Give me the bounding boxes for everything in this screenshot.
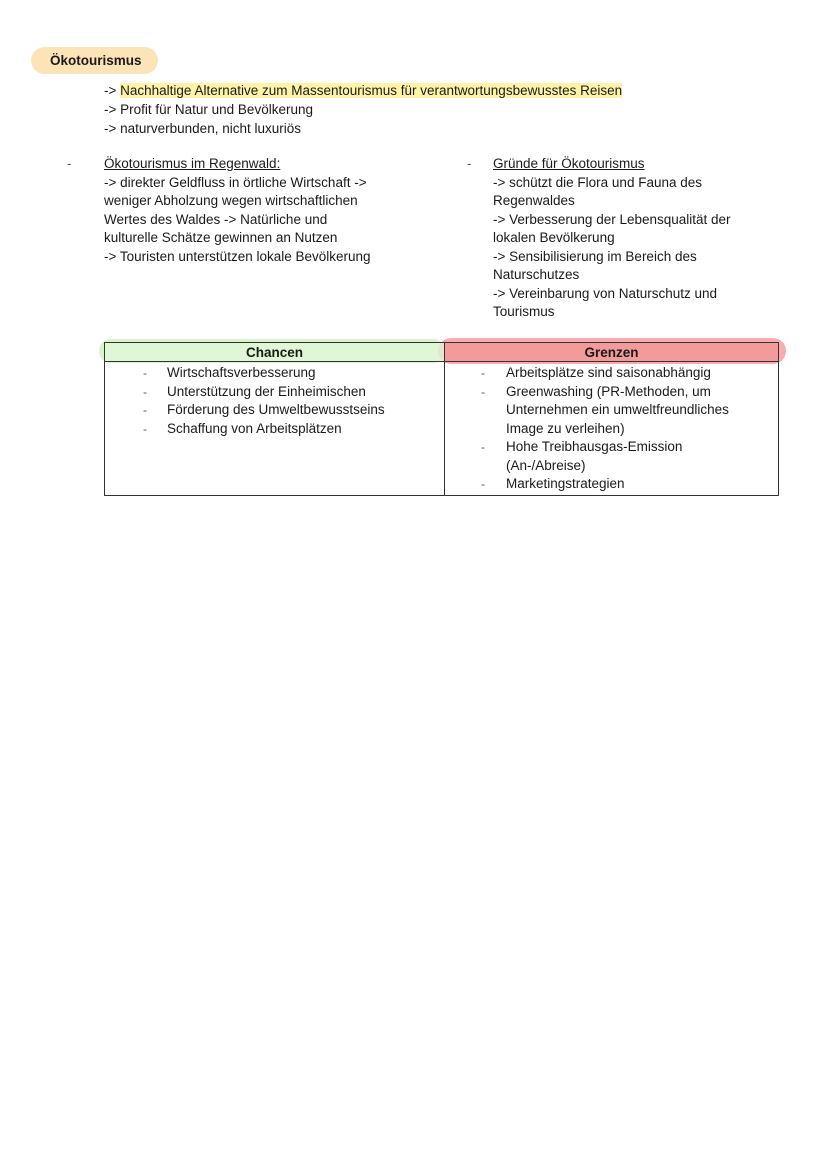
gruende-line: -> Verbesserung der Lebensqualität der <box>493 211 731 227</box>
list-item: - Schaffung von Arbeitsplätzen <box>143 420 342 436</box>
bullet-dash: - <box>467 156 472 171</box>
highlighted-text: Nachhaltige Alternative zum Massentourismus für verantwortungsbewusstes Reisen <box>120 83 623 98</box>
regenwald-line: kulturelle Schätze gewinnen an Nutzen <box>104 230 338 245</box>
intro-block <box>104 81 622 138</box>
page-title: Ökotourismus <box>50 53 142 68</box>
grenzen-header: Grenzen <box>445 343 779 362</box>
intro-line: -> Profit für Natur und Bevölkerung <box>104 102 313 117</box>
gruende-line: Naturschutzes <box>493 267 580 282</box>
chancen-cell <box>105 362 445 496</box>
grenzen-cell <box>445 362 779 496</box>
list-item: - Wirtschaftsverbesserung <box>143 365 316 380</box>
list-item: - Unterstützung der Einheimischen <box>143 383 366 399</box>
gruende-heading: Gründe für Ökotourismus <box>493 156 645 171</box>
intro-line: -> naturverbunden, nicht luxuriös <box>104 121 301 136</box>
grenzen-list <box>445 364 778 494</box>
chancen-grenzen-table <box>104 342 779 496</box>
chancen-header: Chancen <box>105 343 445 362</box>
list-item: - Hohe Treibhausgas-Emission (An-/Abreise) <box>481 439 683 473</box>
gruende-line: -> schützt die Flora und Fauna des <box>493 174 702 190</box>
regenwald-heading: Ökotourismus im Regenwald: <box>104 156 281 171</box>
list-item: - Greenwashing (PR-Methoden, um Unternehmen ein umweltfreundliches Image zu verleihen) <box>481 383 729 436</box>
regenwald-line: -> Touristen unterstützen lokale Bevölkerung <box>104 248 371 264</box>
regenwald-line: -> direkter Geldfluss in örtliche Wirtschaft -> <box>104 174 367 190</box>
gruende-line: lokalen Bevölkerung <box>493 230 615 245</box>
regenwald-line: Wertes des Waldes -> Natürliche und <box>104 211 328 227</box>
gruende-line: Tourismus <box>493 304 555 319</box>
gruende-line: -> Sensibilisierung im Bereich des <box>493 248 697 264</box>
chancen-list <box>105 364 444 438</box>
gruende-line: Regenwaldes <box>493 193 575 208</box>
regenwald-section <box>104 155 394 266</box>
list-item: - Arbeitsplätze sind saisonabhängig <box>481 365 711 380</box>
list-item: - Marketingstrategien <box>481 476 625 491</box>
regenwald-line: weniger Abholzung wegen wirtschaftlichen <box>104 193 358 208</box>
gruende-section <box>493 155 753 322</box>
gruende-line: -> Vereinbarung von Naturschutz und <box>493 285 718 301</box>
list-item: - Förderung des Umweltbewusstseins <box>143 402 385 417</box>
bullet-dash: - <box>67 156 72 171</box>
intro-line: -> Nachhaltige Alternative zum Massentourismus für verantwortungsbewusstes Reisen <box>104 83 623 98</box>
